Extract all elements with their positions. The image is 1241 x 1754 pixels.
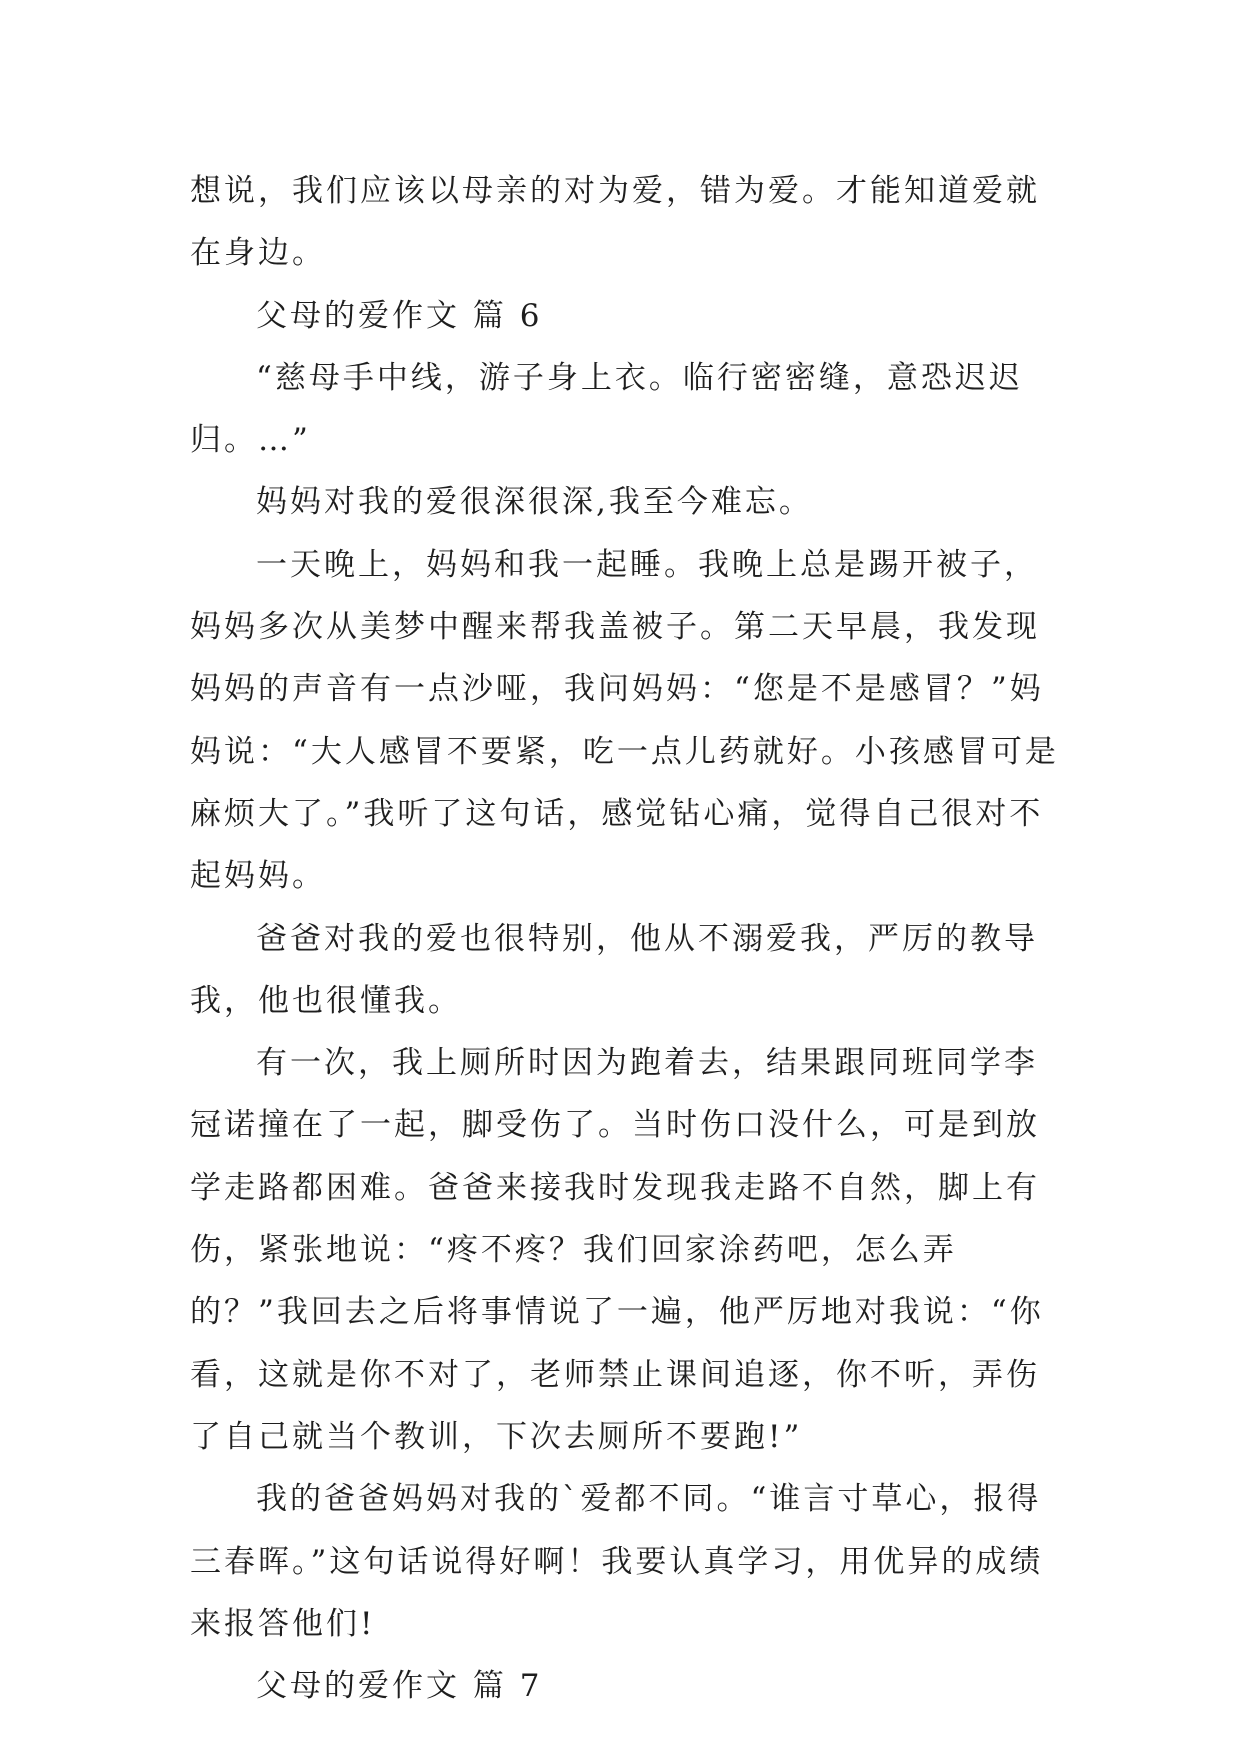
paragraph-mother-love: 妈妈对我的爱很深很深,我至今难忘。 <box>256 484 813 521</box>
paragraph-father-love: 爸爸对我的爱也很特别，他从不溺爱我，严厉的教导我，他也很懂我。 <box>190 920 1038 1019</box>
paragraph-injury-story: 有一次，我上厕所时因为跑着去，结果跟同班同学李冠诺撞在了一起，脚受伤了。当时伤口没什么，可是到放学走路都困难。爸爸来接我时发现我走路不自然，脚上有伤，紧张地说：“疼不疼？我们回家涂药吧，怎么弄的？”我回去之后将事情说了一遍，他严厉地对我说：“你看，这就是你不对了，老师禁止课间追逐，你不听，弄伤了自己就当个教训，下次去厕所不要跑!” <box>190 1045 1044 1455</box>
paragraph-night-story: 一天晚上，妈妈和我一起睡。我晚上总是踢开被子，妈妈多次从美梦中醒来帮我盖被子。第二天早晨，我发现妈妈的声音有一点沙哑，我问妈妈：“您是不是感冒？”妈妈说：“大人感冒不要紧，吃一点儿药就好。小孩感冒可是麻烦大了。”我听了这句话，感觉钻心痛，觉得自己很对不起妈妈。 <box>190 546 1059 895</box>
section-heading-6: 父母的爱作文 篇 6 <box>256 297 543 334</box>
paragraph-poem-quote: “慈母手中线，游子身上衣。临行密密缝，意恐迟迟归。…” <box>190 359 1023 459</box>
paragraph-conclusion: 我的爸爸妈妈对我的`爱都不同。“谁言寸草心，报得三春晖。”这句话说得好啊！我要认真学习，用优异的成绩来报答他们! <box>190 1481 1044 1642</box>
paragraph-closing-previous: 想说，我们应该以母亲的对为爱，错为爱。才能知道爱就在身边。 <box>190 173 1040 272</box>
section-heading-7: 父母的爱作文 篇 7 <box>256 1668 543 1705</box>
document-body <box>190 160 1070 1717</box>
